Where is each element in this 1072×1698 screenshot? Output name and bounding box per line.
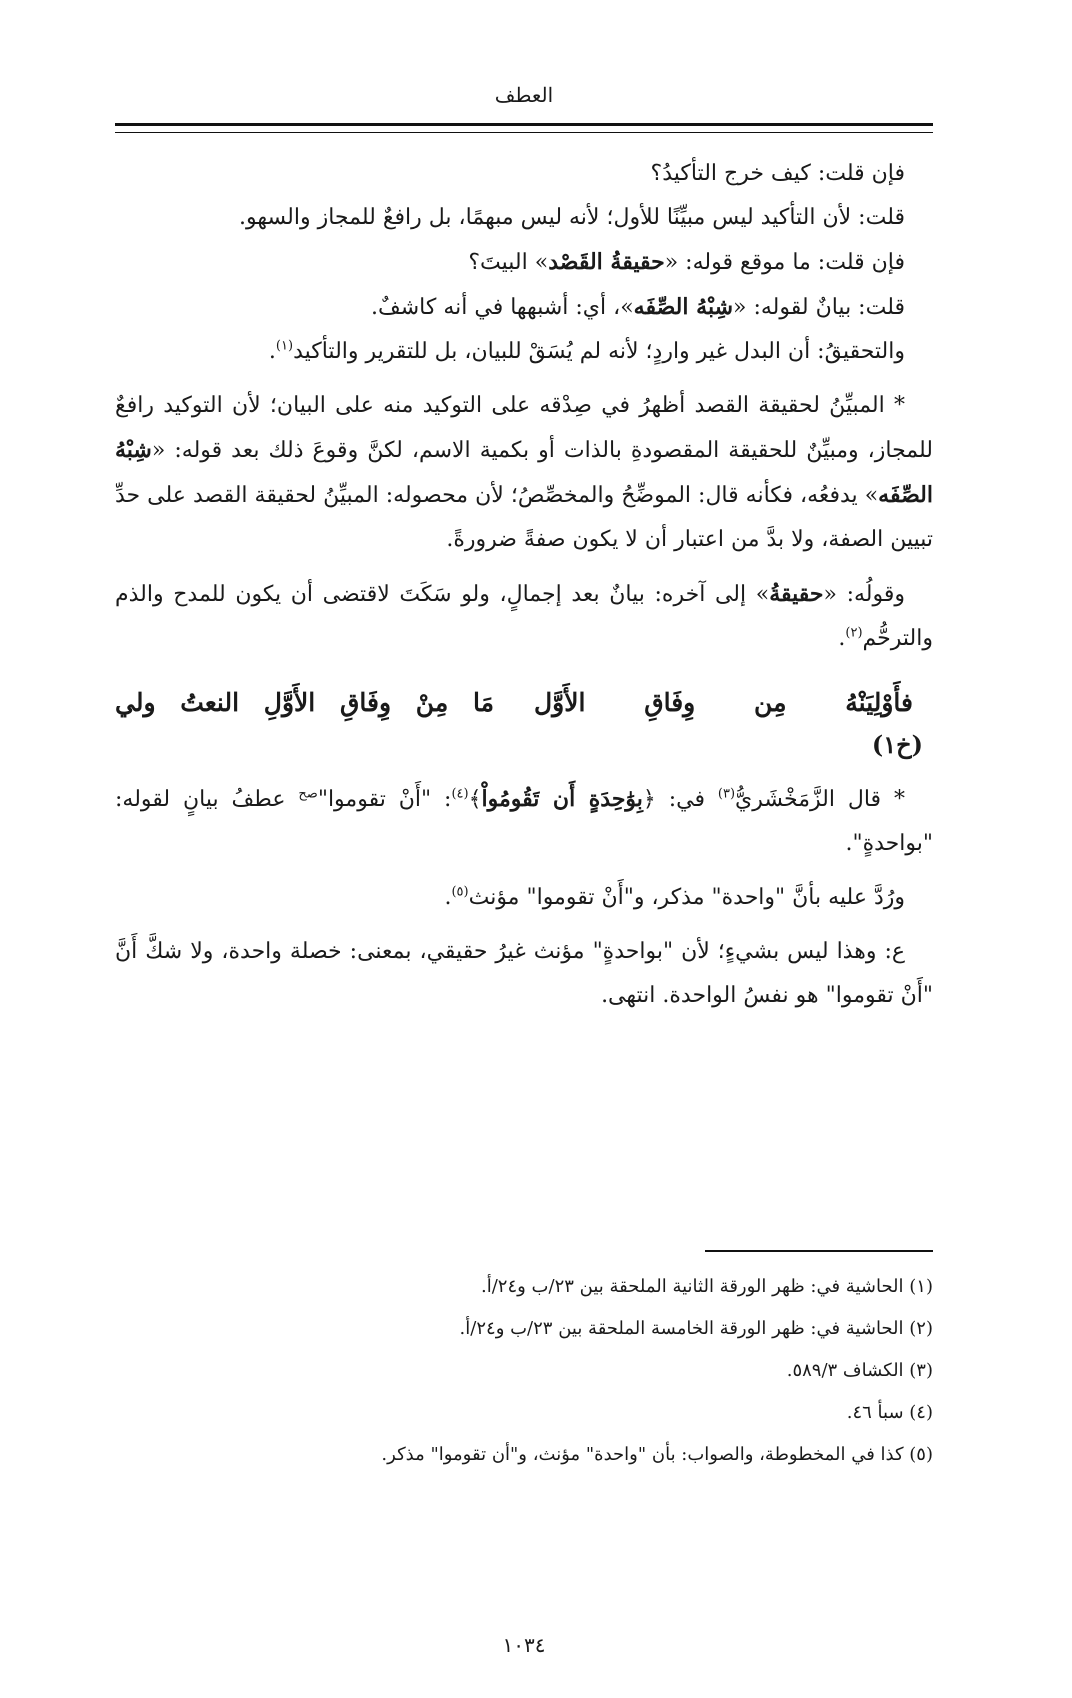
p8-text-a: * قال الزَّمَخْشَريُّ: [735, 787, 905, 812]
running-title: العطف: [494, 83, 554, 107]
verse-hemistich-1: فأَوْلِيَنْهُ مِن وِفَاقِ الأَوَّل: [534, 688, 913, 717]
paragraph-4: [115, 285, 933, 330]
paragraph-7: [115, 572, 933, 661]
paragraph-1: فإن قلت: كيف خرج التأكيدُ؟: [650, 161, 905, 186]
p4-bold-quote: شِبْهُ الصِّفَه: [633, 294, 734, 320]
footnote-ref-5[interactable]: (٥): [451, 884, 469, 900]
header-rule-thick: [115, 123, 933, 126]
p6-text-1: * المبيِّنُ لحقيقة القصد أظهرُ في صِدْقه على التوكيد منه على البيان؛ لأن التوكيد رافعٌ للمجاز، ومبيِّنٌ للحقيقة المقصودةِ بالذات أو بكمية الاسم، لكنَّ وقوعَ ذلك بعد قوله: «: [115, 393, 933, 463]
footnote-4: (٤) سبأ ٤٦.: [846, 1402, 933, 1423]
p7-bold-quote: حقيقةُ: [769, 581, 824, 607]
p5-end: .: [268, 339, 276, 364]
footnote-ref-1[interactable]: (١): [275, 338, 294, 354]
main-text: [115, 152, 933, 1018]
page-number: ١٠٣٤: [502, 1633, 546, 1657]
p3-bold-quote: حقيقةُ القَصْد: [548, 249, 665, 275]
p3-text-after: » البيتَ؟: [468, 250, 549, 275]
footnote-separator: [705, 1250, 933, 1252]
paragraph-2: قلت: لأن التأكيد ليس مبيِّنًا للأول؛ لأنه ليس مبهمًا، بل رافعٌ للمجاز والسهو.: [239, 205, 905, 230]
footnote-3: (٣) الكشاف ٥٨٩/٣.: [786, 1360, 933, 1381]
verse-reference: (خ١): [871, 730, 923, 759]
paragraph-5: [115, 330, 933, 374]
verse-hemistich-2: مَا مِنْ وِفَاقِ الأَوَّلِ النعتُ ولي: [115, 688, 494, 717]
p8-text-b: في: ﴿: [642, 787, 718, 812]
footnote-ref-2[interactable]: (٢): [845, 625, 863, 641]
verse-line: [115, 683, 933, 723]
p6-text-2: » يدفعُه، فكأنه قال: الموضِّحُ والمخصِّصُ؛ لأن محصوله: المبيِّنُ لحقيقة القصد على حدِّ تبيين الصفة، ولا بدَّ من اعتبار أن لا يكون صفةً ضرورةً.: [115, 483, 933, 552]
footnote-5: (٥) كذا في المخطوطة، والصواب: بأن "واحدة" مؤنث، و"أن تقوموا" مذكر.: [381, 1444, 933, 1465]
p6-bold-quote: شِبْهُ الصِّفَه: [115, 437, 933, 508]
header-rule-thin: [115, 132, 933, 133]
p9-text: ورُدَّ عليه بأنَّ "واحدة" مذكر، و"أَنْ تقوموا" مؤنث: [468, 885, 905, 910]
paragraph-8: [115, 777, 933, 866]
paragraph-6: [115, 384, 933, 562]
footnote-1: (١) الحاشية في: ظهر الورقة الثانية الملحقة بين ٢٣/ب و٢٤/أ.: [481, 1276, 933, 1297]
p4-text-after: »، أي: أشبهها في أنه كاشفٌ.: [370, 295, 634, 320]
paragraph-3: [115, 240, 933, 285]
quran-quote: بِوَٰحِدَةٍ أَن تَقُومُواْ: [481, 786, 643, 812]
paragraph-9: [115, 876, 933, 920]
p5-text: والتحقيقُ: أن البدل غير واردٍ؛ لأنه لم يُسَقْ للبيان، بل للتقرير والتأكيد: [293, 339, 905, 364]
paragraph-10: ع: وهذا ليس بشيءٍ؛ لأن "بواحدةٍ" مؤنث غيرُ حقيقي، بمعنى: خصلة واحدة، ولا شكَّ أَنَّ "أَنْ تقوموا" هو نفسُ الواحدة. انتهى.: [115, 939, 933, 1008]
p8-text-d: : "أَنْ تقوموا": [317, 787, 452, 812]
p8-text-c: ﴾: [468, 787, 482, 812]
p7-end: .: [838, 626, 846, 651]
footnotes: [115, 1266, 933, 1476]
footnote-2: (٢) الحاشية في: ظهر الورقة الخامسة الملحقة بين ٢٣/ب و٢٤/أ.: [459, 1318, 933, 1339]
p9-end: .: [444, 885, 452, 910]
p7-text-after: » إلى آخره: بيانٌ بعد إجمالٍ، ولو سَكَتَ لاقتضى أن يكون للمدح والذم والترحُّم: [115, 582, 933, 651]
p3-text-before: فإن قلت: ما موقع قوله: «: [664, 250, 905, 275]
p7-text-before: وقولُه: «: [823, 582, 905, 607]
correction-mark: صح: [298, 786, 318, 802]
p4-text-before: قلت: بيانٌ لقوله: «: [733, 295, 905, 320]
footnote-ref-3[interactable]: (٣): [717, 786, 736, 802]
p8-text-e: عطفُ بيانٍ لقوله: "بواحدةٍ".: [115, 787, 933, 856]
footnote-ref-4[interactable]: (٤): [451, 786, 469, 802]
